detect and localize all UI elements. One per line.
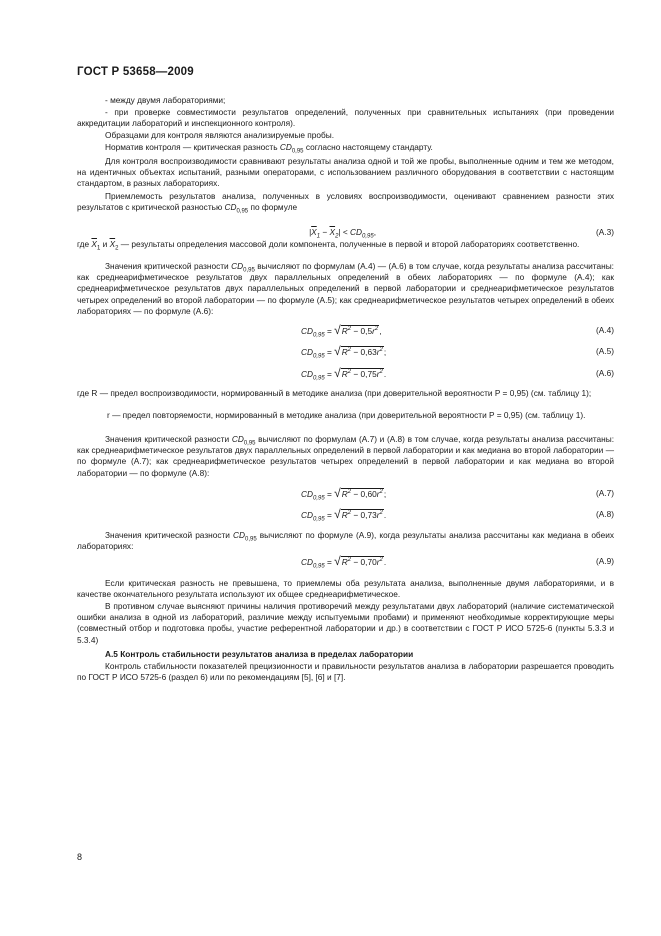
paragraph-otherwise: В противном случае выясняют причины наличия противоречий между результатами двух лабораторий (наличие систематической ошибки анализа в одной из лабораторий, различие между испытуемыми пробами) и применяют необходимые корректирующие меры (совместный отбор и подготовка пробы, участие референтной лаборатории и др.) в соответствии с ГОСТ Р ИСО 5725-6 (пункты 5.3.3 и 5.3.4) — [77, 601, 614, 645]
paragraph-samples: Образцами для контроля являются анализируемые пробы. — [105, 130, 335, 140]
paragraph-formula-a9: Значения критической разности $CD_{0,95}$ вычисляют по формуле (А.9), когда результаты анализа рассчитаны как медиана в обеих лабораториях: — [77, 530, 614, 552]
paragraph-control-norm: Норматив контроля — критическая разность $CD_{0,95}$ согласно настоящему стандарту. — [105, 142, 433, 155]
paragraph-formulas-a7-a8: Значения критической разности $CD_{0,95}$ вычисляют по формулам (А.7) и (А.8) в том случае, когда результаты анализа рассчитаны: как среднеарифметическое результатов двух параллельных определений в первой лаборатории и как медиана во второй лаборатории — по формуле (А.7); как среднеарифметическое результатов четырех определений в первой лаборатории и как медиана во второй лаборатории — по формуле (А.8): — [77, 434, 615, 478]
equation-a7: $CD_{0,95} = √R^2 - 0,60r^2$; (А.7) — [301, 486, 614, 502]
equation-a4: $CD_{0,95} = √R^2 - 0,5r^2$, (А.4) — [301, 323, 614, 339]
paragraph-reproducibility: Для контроля воспроизводимости сравнивают результаты анализа одной и той же пробы, выполненные одним и тем же методом, на идентичных объектах испытаний, разными операторами, с использованием различного оборудования в соответствии с настоящим стандартом, в разных лабораториях. — [77, 156, 614, 189]
where-clause-x: где $\overline{X}_1$ и $\overline{X}_2$ — результаты определения массовой доли компонента, полученные в первой и второй лабораториях соответственно. — [77, 239, 580, 252]
page-number: 8 — [77, 852, 83, 862]
equation-a3: $|\overline{X}_1 - \overline{X}_2| < CD_{0,95}$, (А.3) — [309, 227, 614, 240]
where-clause-r: r — предел повторяемости, нормированный в методике анализа (при доверительной вероятности P = 0,95) (см. таблицу 1). — [107, 410, 586, 420]
equation-number: (А.3) — [596, 227, 614, 237]
equation-number: (А.6) — [596, 368, 614, 378]
equation-number: (А.7) — [596, 488, 614, 498]
paragraph-acceptance: Если критическая разность не превышена, то приемлемы оба результата анализа, выполненные двумя лабораториями, и в качестве окончательного результата используют их общее среднеарифметическое. — [77, 578, 614, 600]
where-clause-R: где R — предел воспроизводимости, нормированный в методике анализа (при доверительной вероятности P = 0,95) (см. таблицу 1); — [77, 388, 592, 398]
section-heading-a5: А.5 Контроль стабильности результатов анализа в пределах лаборатории — [105, 649, 414, 659]
equation-number: (А.8) — [596, 509, 614, 519]
document-header: ГОСТ Р 53658—2009 — [77, 66, 194, 78]
paragraph-acceptability: Приемлемость результатов анализа, полученных в условиях воспроизводимости, оценивают сравнением разности этих результатов с критической разностью $CD_{0,95}$ по формуле — [77, 191, 614, 215]
equation-a6: $CD_{0,95} = √R^2 - 0,75r^2$. (А.6) — [301, 366, 614, 382]
equation-a9: $CD_{0,95} = √R^2 - 0,70r^2$. (А.9) — [301, 554, 614, 570]
paragraph-stability-control: Контроль стабильности показателей прецизионности и правильности результатов анализа в лаборатории разрешается проводить по ГОСТ Р ИСО 5725-6 (раздел 6) или по рекомендациям [5], [6] и [7]. — [77, 661, 614, 683]
list-item-between-labs: - между двумя лабораториями; — [105, 95, 226, 105]
paragraph-formulas-a4-a6: Значения критической разности $CD_{0,95}$ вычисляют по формулам (А.4) — (А.6) в том случае, когда результаты анализа рассчитаны: как среднеарифметическое результатов двух параллельных определений в обеих лабораториях — по формуле (А.4); как среднеарифметическое результатов двух параллельных определений в первой лаборатории и среднеарифметическое результатов четырех определений во второй лаборатории — по формуле (А.5); как среднеарифметическое результатов четырех определений в обеих лабораториях — по формуле (А.6): — [77, 261, 614, 316]
equation-a8: $CD_{0,95} = √R^2 - 0,73r^2$. (А.8) — [301, 507, 614, 523]
equation-number: (А.4) — [596, 325, 614, 335]
equation-number: (А.9) — [596, 556, 614, 566]
list-item-compatibility-check: - при проверке совместимости результатов определений, полученных при сравнительных испытаниях (при проведении аккредитации лабораторий и инспекционного контроля). — [77, 107, 614, 129]
equation-number: (А.5) — [596, 346, 614, 356]
equation-a5: $CD_{0,95} = √R^2 - 0,63r^2$; (А.5) — [301, 344, 614, 360]
